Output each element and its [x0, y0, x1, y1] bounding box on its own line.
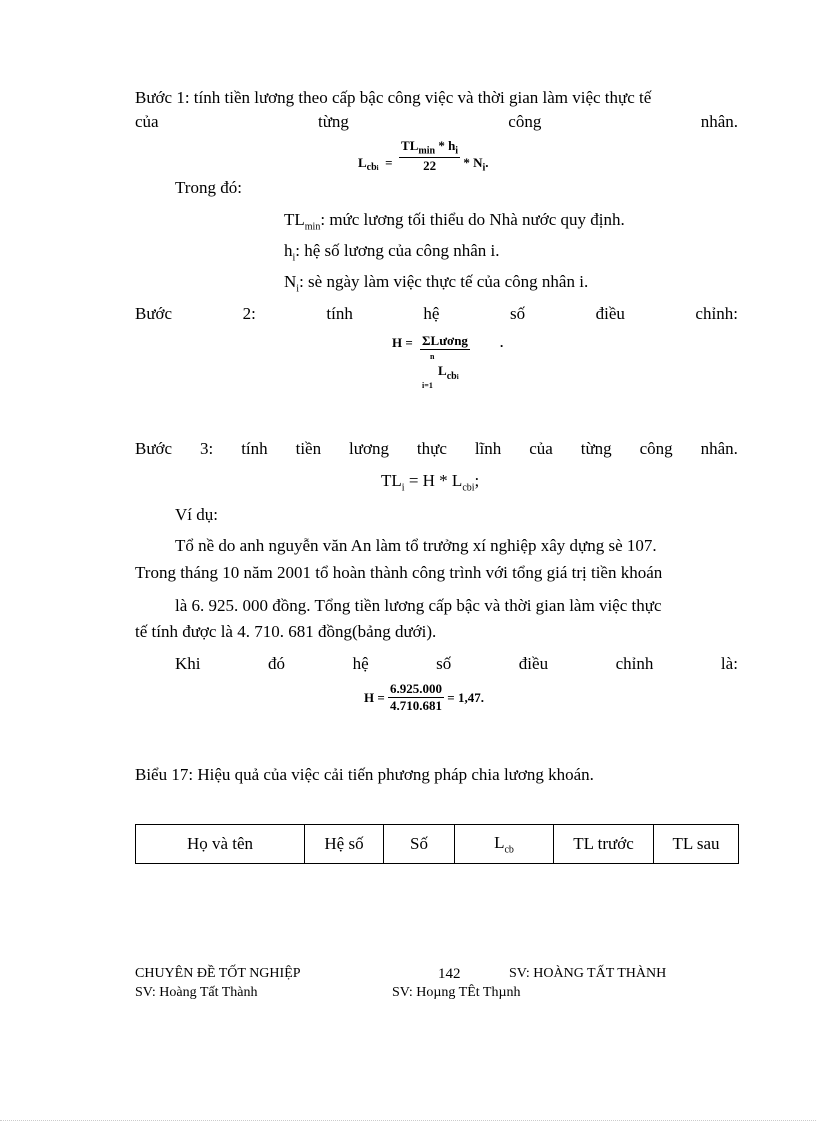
example-p1: Tổ nề do anh nguyễn văn An làm tổ trưởng xí nghiệp xây dựng sè 107. [175, 536, 657, 555]
col-coef: Hệ số [305, 825, 384, 864]
footer-author: SV: HOÀNG TẤT THÀNH [509, 966, 667, 981]
word: nhân. [700, 112, 738, 131]
example-p4: tế tính được là 4. 710. 681 đồng(bảng dưới). [135, 622, 437, 641]
page-edge [0, 1120, 816, 1121]
footer-author-3: SV: Hoµng TÊt Thµnh [392, 985, 521, 1000]
col-tl-before: TL trước [554, 825, 654, 864]
formula-tli: $TL_i = H * L_{cbi}$; [381, 471, 480, 494]
where-item-ni: $N_i$: sè ngày làm việc thực tế của công nhân i. [284, 272, 589, 295]
step1-line1: Bước 1: tính tiền lương theo cấp bậc công việc và thời gian làm việc thực tế [135, 88, 652, 107]
footer-author-2: SV: Hoàng Tất Thành [135, 985, 258, 1000]
table-header-row [136, 825, 739, 864]
page-number: 142 [438, 966, 461, 982]
formula-fraction: $\frac{TL_{min} * h_i}{22}$ [401, 138, 459, 173]
formula-lcb: $L_{cbi}$ = $\frac{TL_{min} * h_i}{22}$ * $N_i$. [358, 138, 489, 174]
where-item-hi: $h_i$: hệ số lương của công nhân i. [284, 241, 500, 264]
step2-line: Bước 2: tính hệ số điều chỉnh: [135, 304, 738, 323]
example-p3: là 6. 925. 000 đồng. Tổng tiền lương cấp bậc và thời gian làm việc thực [175, 596, 662, 615]
result-table [135, 824, 739, 864]
formula-h: H = ΣLương n $L_{cbi}$ i=1 . [392, 333, 504, 390]
formula-numerator: ΣLương [422, 333, 468, 348]
word: từng [317, 112, 349, 131]
example-p2: Trong tháng 10 năm 2001 tổ hoàn thành công trình với tổng giá trị tiền khoán [135, 563, 663, 582]
word: công [508, 112, 542, 131]
example-label: Ví dụ: [175, 505, 218, 524]
footer-title: CHUYÊN ĐỀ TỐT NGHIỆP [135, 966, 301, 981]
step3-line: Bước 3: tính tiền lương thực lĩnh của từng công nhân. [135, 439, 738, 458]
col-lcb: $L_{cb}$ [455, 825, 554, 864]
formula-h-example: H = $\frac{6.925.000}{4.710.681}$ = 1,47. [364, 681, 484, 713]
where-intro: Trong đó: [175, 178, 242, 197]
col-name: Họ và tên [136, 825, 305, 864]
col-days: Số [384, 825, 455, 864]
col-tl-after: TL sau [654, 825, 739, 864]
word: của [135, 112, 159, 131]
where-item-tlmin: $TL_{min}$: mức lương tối thiểu do Nhà nước quy định. [284, 210, 625, 233]
table-caption: Biểu 17: Hiệu quả của việc cải tiến phương pháp chia lương khoán. [135, 765, 594, 784]
example-p5: Khi đó hệ số điều chỉnh là: [175, 654, 738, 673]
step1-line2 [135, 112, 738, 132]
